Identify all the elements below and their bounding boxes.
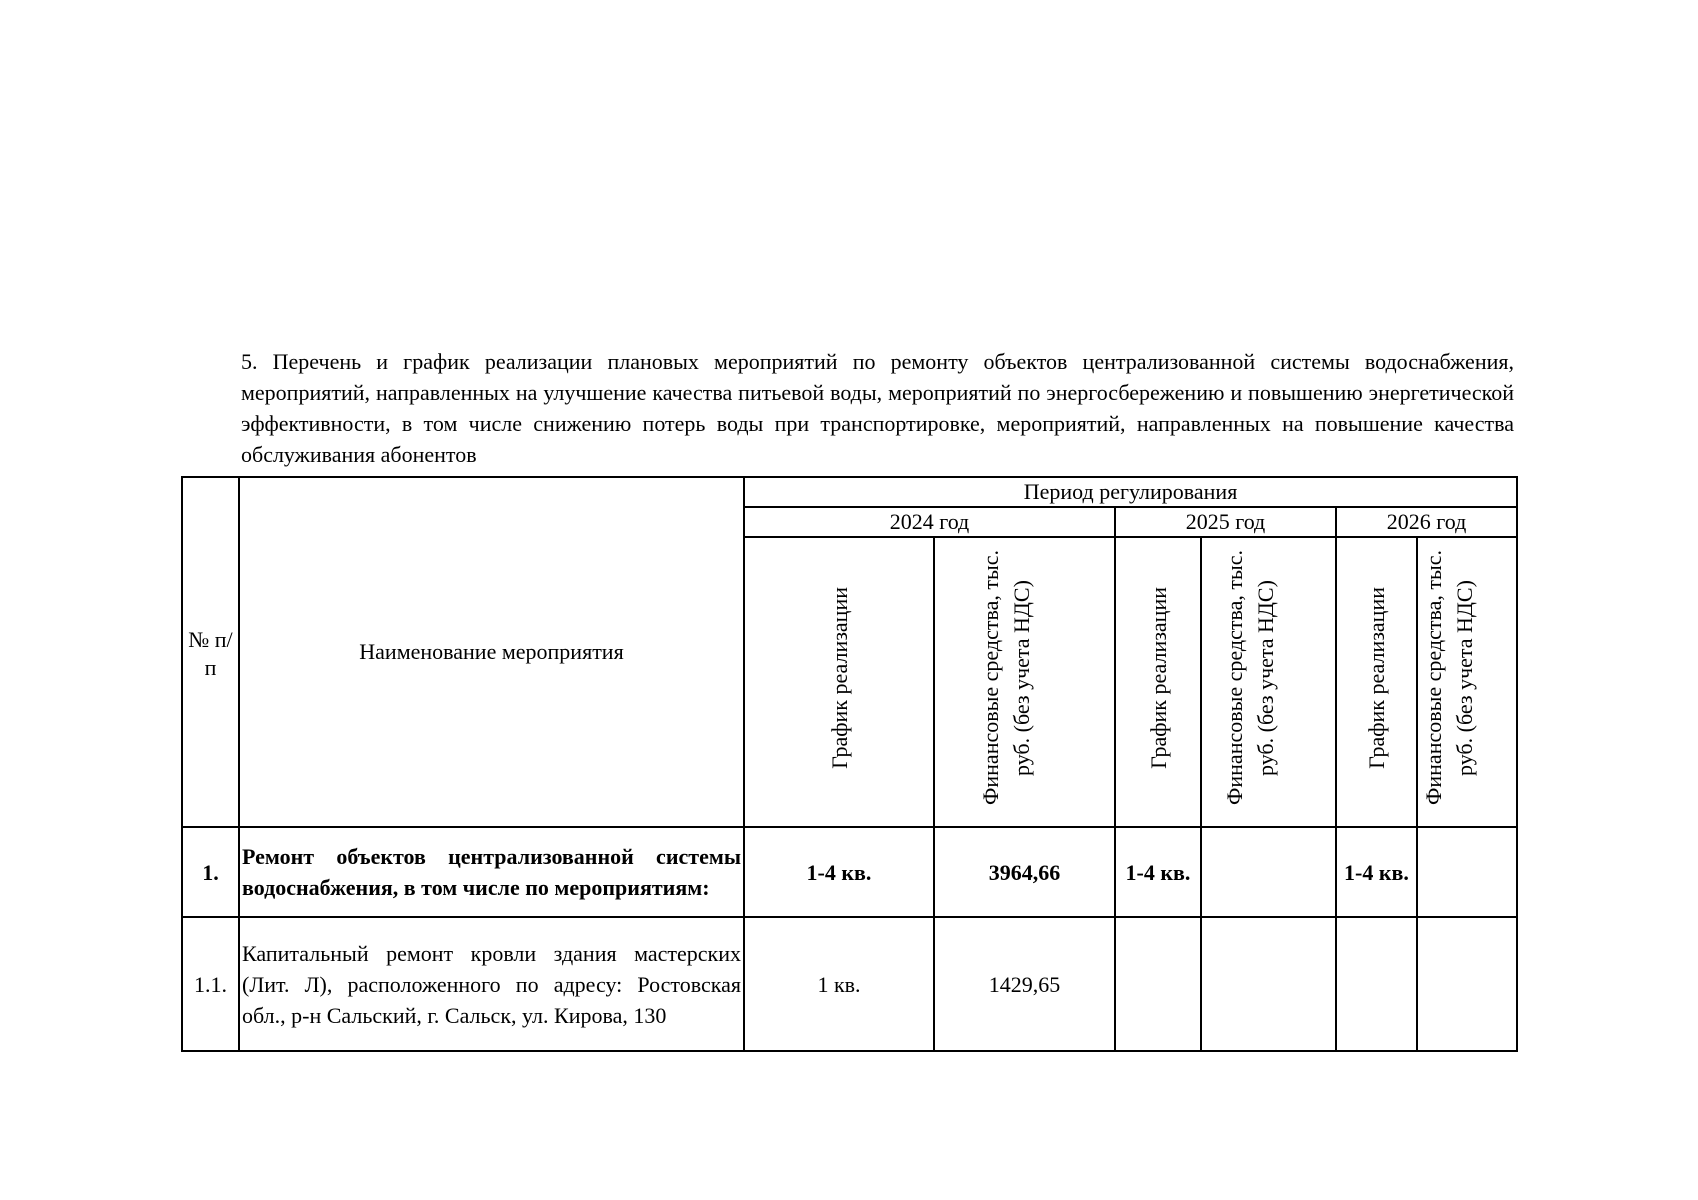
schedule-2026-cell — [1336, 917, 1417, 1051]
col-number-header: № п/п — [182, 477, 239, 827]
year-2025-header: 2025 год — [1115, 507, 1336, 537]
measures-table — [181, 476, 1518, 1052]
table-row — [182, 827, 1517, 917]
row-number: 1.1. — [182, 917, 239, 1051]
year-2026-header: 2026 год — [1336, 507, 1517, 537]
finance-2024-cell: 1429,65 — [934, 917, 1115, 1051]
finance-2026-cell — [1417, 827, 1517, 917]
finance-2024-cell: 3964,66 — [934, 827, 1115, 917]
document-heading: 5. Перечень и график реализации плановых мероприятий по ремонту объектов централизованной системы водоснабжения, мероприятий, направленных на улучшение качества питьевой воды, мероприятий по энергосбережению и повышению энергетической эффективности, в том числе снижению потерь воды при транспортировке, мероприятий, направленных на повышение качества обслуживания абонентов — [241, 349, 1514, 467]
schedule-2024-header — [744, 537, 934, 827]
col-name-header: Наименование мероприятия — [239, 477, 744, 827]
schedule-2025-cell — [1115, 917, 1201, 1051]
schedule-2026-label: График реализации — [1364, 587, 1389, 769]
period-header: Период регулирования — [744, 477, 1517, 507]
schedule-2024-cell: 1 кв. — [744, 917, 934, 1051]
finance-2026-label: Финансовые средства, тыс. руб. (без учета НДС) — [1421, 550, 1477, 806]
finance-2025-label: Финансовые средства, тыс. руб. (без учета НДС) — [1221, 550, 1278, 806]
row-name: Капитальный ремонт кровли здания мастерских (Лит. Л), расположенного по адресу: Ростовская обл., р-н Сальский, г. Сальск, ул. Кирова, 130 — [239, 917, 744, 1051]
finance-2026-cell — [1417, 917, 1517, 1051]
finance-2025-cell — [1201, 827, 1336, 917]
year-2024-header: 2024 год — [744, 507, 1115, 537]
schedule-2025-cell: 1-4 кв. — [1115, 827, 1201, 917]
schedule-2026-header — [1336, 537, 1417, 827]
schedule-2025-header — [1115, 537, 1201, 827]
finance-2026-header — [1417, 537, 1517, 827]
finance-2025-header — [1201, 537, 1336, 827]
row-number: 1. — [182, 827, 239, 917]
finance-2024-header — [934, 537, 1115, 827]
schedule-2025-label: График реализации — [1145, 587, 1171, 769]
header-row-period — [182, 477, 1517, 507]
finance-2025-cell — [1201, 917, 1336, 1051]
schedule-2024-cell: 1-4 кв. — [744, 827, 934, 917]
table-row — [182, 917, 1517, 1051]
schedule-2026-cell: 1-4 кв. — [1336, 827, 1417, 917]
row-name: Ремонт объектов централизованной системы водоснабжения, в том числе по мероприятиям: — [239, 827, 744, 917]
finance-2024-label: Финансовые средства, тыс. руб. (без учета НДС) — [977, 550, 1034, 806]
schedule-2024-label: График реализации — [826, 587, 852, 769]
